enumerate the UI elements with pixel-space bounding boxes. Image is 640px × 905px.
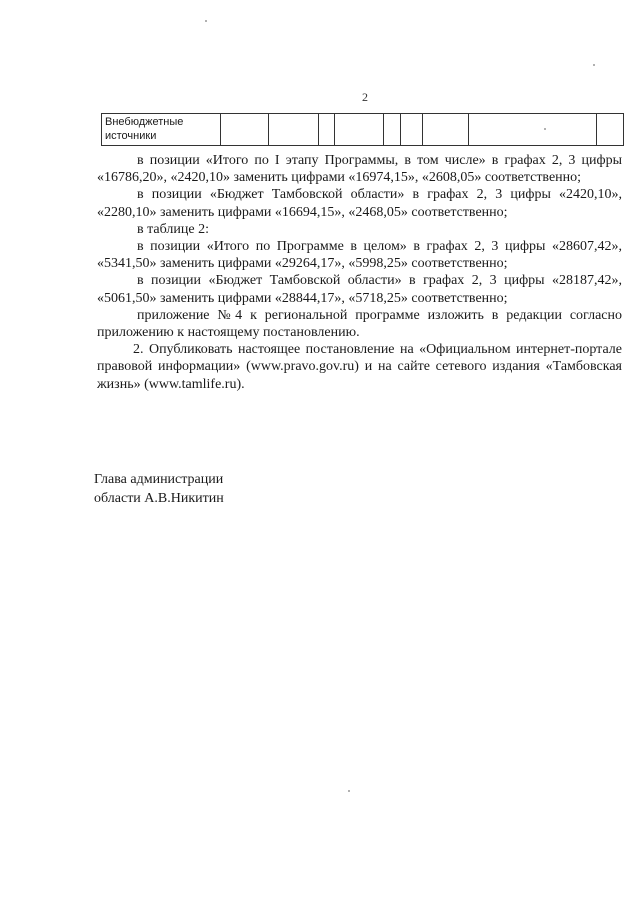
table-cell xyxy=(423,114,469,146)
table-cell xyxy=(469,114,597,146)
table-cell xyxy=(221,114,269,146)
signature-name: области А.В.Никитин xyxy=(94,491,224,506)
paragraph-appendix: приложение №4 к региональной программе изложить в редакции согласно приложению к настоящему постановлению. xyxy=(97,307,622,341)
scan-speck xyxy=(544,128,546,130)
table-cell xyxy=(597,114,624,146)
paragraph-program-total: в позиции «Итого по Программе в целом» в графах 2, 3 цифры «28607,42», «5341,50» заменить цифрами «29264,17», «5998,25» соответственно; xyxy=(97,239,622,272)
paragraph-stage1-budget: в позиции «Бюджет Тамбовской области» в графах 2, 3 цифры «2420,10», «2280,10» заменить цифрами «16694,15», «2468,05» соответственно; xyxy=(97,187,622,220)
table-label-line1: Внебюджетные xyxy=(105,116,184,128)
scan-speck xyxy=(348,790,350,792)
paragraph-publish: 2. Опубликовать настоящее постановление на «Официальном интернет-портале правовой информации» (www.pravo.gov.ru) и на сайте сетевого издания «Тамбовская жизнь» (www.tamlife.ru). xyxy=(97,342,622,392)
table-cell xyxy=(335,114,384,146)
paragraph-stage1-total: в позиции «Итого по I этапу Программы, в том числе» в графах 2, 3 цифры «16786,20», «2420,10» заменить цифрами «16974,15», «2608,05» соответственно; xyxy=(97,153,622,186)
scan-speck xyxy=(205,20,207,22)
table-cell xyxy=(401,114,423,146)
signature-title: Глава администрации xyxy=(94,472,224,487)
paragraph-program-budget: в позиции «Бюджет Тамбовской области» в графах 2, 3 цифры «28187,42», «5061,50» заменить цифрами «28844,17», «5718,25» соответственно; xyxy=(97,273,622,306)
table-cell xyxy=(384,114,401,146)
table-cell-label xyxy=(102,114,221,146)
table-cell xyxy=(319,114,335,146)
document-body xyxy=(97,152,622,393)
paragraph-table2: в таблице 2: xyxy=(137,221,209,237)
scan-speck xyxy=(593,64,595,66)
table-cell xyxy=(269,114,319,146)
signature-block xyxy=(94,470,224,508)
page-number: 2 xyxy=(362,90,368,104)
table-label-line2: источники xyxy=(105,130,157,142)
